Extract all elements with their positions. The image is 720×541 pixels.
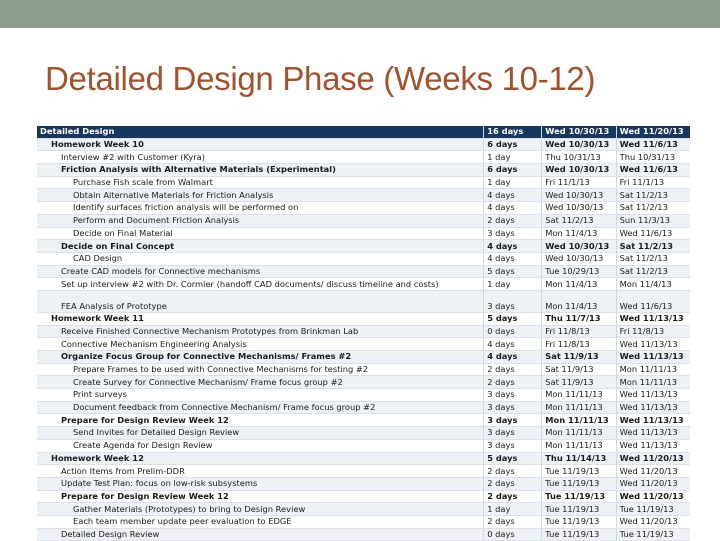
start-date-cell: Fri 11/1/13 <box>542 176 616 189</box>
finish-date-cell: Mon 11/4/13 <box>616 278 690 291</box>
start-date-cell: Tue 11/19/13 <box>542 477 616 490</box>
start-date-cell: Fri 11/8/13 <box>542 338 616 351</box>
duration-cell: 16 days <box>484 126 542 138</box>
duration-cell: 3 days <box>484 389 542 402</box>
task-name-cell: Purchase Fish scale from Walmart <box>37 176 484 189</box>
task-name-cell: Send Invites for Detailed Design Review <box>37 427 484 440</box>
task-name-cell: Detailed Design <box>37 126 484 138</box>
start-date-cell: Mon 11/11/13 <box>542 414 616 427</box>
finish-date-cell: Sat 11/2/13 <box>616 240 690 253</box>
task-name-cell: Create Agenda for Design Review <box>37 439 484 452</box>
finish-date-cell: Wed 11/13/13 <box>616 414 690 427</box>
task-name-cell: Organize Focus Group for Connective Mechanisms/ Frames #2 <box>37 351 484 364</box>
finish-date-cell: Wed 11/20/13 <box>616 452 690 465</box>
start-date-cell: Wed 10/30/13 <box>542 126 616 138</box>
table-row <box>37 164 690 177</box>
duration-cell: 1 day <box>484 151 542 164</box>
table-row <box>37 439 690 452</box>
start-date-cell: Tue 11/19/13 <box>542 465 616 478</box>
task-name-cell: Interview #2 with Customer (Kyra) <box>37 151 484 164</box>
finish-date-cell: Sun 11/3/13 <box>616 214 690 227</box>
start-date-cell: Tue 11/19/13 <box>542 528 616 541</box>
duration-cell: 2 days <box>484 490 542 503</box>
duration-cell: 4 days <box>484 189 542 202</box>
table-row <box>37 176 690 189</box>
duration-cell: 5 days <box>484 312 542 325</box>
table-row <box>37 351 690 364</box>
start-date-cell: Tue 11/19/13 <box>542 515 616 528</box>
table-row <box>37 138 690 151</box>
duration-cell: 4 days <box>484 338 542 351</box>
start-date-cell: Wed 10/30/13 <box>542 202 616 215</box>
table-row <box>37 363 690 376</box>
finish-date-cell: Wed 11/13/13 <box>616 439 690 452</box>
table-row <box>37 376 690 389</box>
duration-cell: 2 days <box>484 515 542 528</box>
table-row <box>37 477 690 490</box>
finish-date-cell: Wed 11/6/13 <box>616 227 690 240</box>
task-name-cell: Update Test Plan: focus on low-risk subsystems <box>37 477 484 490</box>
duration-cell: 1 day <box>484 503 542 516</box>
finish-date-cell: Thu 10/31/13 <box>616 151 690 164</box>
schedule-rows <box>37 126 690 541</box>
duration-cell: 3 days <box>484 290 542 312</box>
task-name-cell: Prepare for Design Review Week 12 <box>37 490 484 503</box>
task-name-cell: Set up interview #2 with Dr. Cormier (handoff CAD documents/ discuss timeline and costs) <box>37 278 484 291</box>
finish-date-cell: Wed 11/6/13 <box>616 138 690 151</box>
finish-date-cell: Fri 11/1/13 <box>616 176 690 189</box>
task-name-cell: Decide on Final Concept <box>37 240 484 253</box>
duration-cell: 4 days <box>484 351 542 364</box>
finish-date-cell: Wed 11/20/13 <box>616 126 690 138</box>
table-row <box>37 290 690 312</box>
duration-cell: 2 days <box>484 214 542 227</box>
start-date-cell: Mon 11/11/13 <box>542 439 616 452</box>
task-name-cell: Homework Week 12 <box>37 452 484 465</box>
start-date-cell: Sat 11/9/13 <box>542 351 616 364</box>
duration-cell: 1 day <box>484 176 542 189</box>
duration-cell: 1 day <box>484 278 542 291</box>
start-date-cell: Mon 11/11/13 <box>542 401 616 414</box>
finish-date-cell: Wed 11/13/13 <box>616 351 690 364</box>
table-row <box>37 151 690 164</box>
start-date-cell: Wed 10/30/13 <box>542 189 616 202</box>
table-row <box>37 389 690 402</box>
task-name-cell: Gather Materials (Prototypes) to bring to Design Review <box>37 503 484 516</box>
duration-cell: 2 days <box>484 477 542 490</box>
duration-cell: 2 days <box>484 376 542 389</box>
table-row <box>37 503 690 516</box>
table-row <box>37 325 690 338</box>
table-row <box>37 202 690 215</box>
task-name-cell: Identify surfaces friction analysis will be performed on <box>37 202 484 215</box>
finish-date-cell: Wed 11/13/13 <box>616 389 690 402</box>
table-row <box>37 312 690 325</box>
task-name-cell: Perform and Document Friction Analysis <box>37 214 484 227</box>
table-row <box>37 240 690 253</box>
task-name-cell: Prepare Frames to be used with Connective Mechanisms for testing #2 <box>37 363 484 376</box>
slide-title: Detailed Design Phase (Weeks 10-12) <box>45 60 596 97</box>
finish-date-cell: Sat 11/2/13 <box>616 265 690 278</box>
finish-date-cell: Wed 11/6/13 <box>616 290 690 312</box>
duration-cell: 5 days <box>484 452 542 465</box>
start-date-cell: Thu 10/31/13 <box>542 151 616 164</box>
start-date-cell: Sat 11/2/13 <box>542 214 616 227</box>
start-date-cell: Tue 11/19/13 <box>542 490 616 503</box>
task-name-cell: Receive Finished Connective Mechanism Prototypes from Brinkman Lab <box>37 325 484 338</box>
finish-date-cell: Tue 11/19/13 <box>616 503 690 516</box>
table-row <box>37 401 690 414</box>
start-date-cell: Mon 11/4/13 <box>542 278 616 291</box>
task-name-cell: Decide on Final Material <box>37 227 484 240</box>
finish-date-cell: Mon 11/11/13 <box>616 376 690 389</box>
start-date-cell: Tue 10/29/13 <box>542 265 616 278</box>
finish-date-cell: Wed 11/20/13 <box>616 515 690 528</box>
table-row <box>37 252 690 265</box>
task-name-cell: Friction Analysis with Alternative Materials (Experimental) <box>37 164 484 177</box>
project-schedule-table <box>37 126 690 541</box>
task-name-cell: Create CAD models for Connective mechanisms <box>37 265 484 278</box>
start-date-cell: Wed 10/30/13 <box>542 164 616 177</box>
duration-cell: 2 days <box>484 363 542 376</box>
finish-date-cell: Wed 11/20/13 <box>616 490 690 503</box>
top-accent-bar <box>0 0 720 28</box>
duration-cell: 2 days <box>484 465 542 478</box>
table-row <box>37 465 690 478</box>
finish-date-cell: Wed 11/13/13 <box>616 312 690 325</box>
finish-date-cell: Wed 11/20/13 <box>616 465 690 478</box>
duration-cell: 3 days <box>484 439 542 452</box>
start-date-cell: Sat 11/9/13 <box>542 376 616 389</box>
finish-date-cell: Mon 11/11/13 <box>616 363 690 376</box>
table-row <box>37 427 690 440</box>
task-name-cell: Create Survey for Connective Mechanism/ Frame focus group #2 <box>37 376 484 389</box>
table-row <box>37 338 690 351</box>
duration-cell: 4 days <box>484 252 542 265</box>
finish-date-cell: Sat 11/2/13 <box>616 202 690 215</box>
task-name-cell: Document feedback from Connective Mechanism/ Frame focus group #2 <box>37 401 484 414</box>
table-row <box>37 528 690 541</box>
table-row <box>37 227 690 240</box>
start-date-cell: Fri 11/8/13 <box>542 325 616 338</box>
duration-cell: 5 days <box>484 265 542 278</box>
task-name-cell: Action Items from Prelim-DDR <box>37 465 484 478</box>
task-name-cell: Homework Week 10 <box>37 138 484 151</box>
duration-cell: 3 days <box>484 401 542 414</box>
start-date-cell: Wed 10/30/13 <box>542 240 616 253</box>
table-row <box>37 265 690 278</box>
duration-cell: 6 days <box>484 138 542 151</box>
start-date-cell: Thu 11/7/13 <box>542 312 616 325</box>
task-name-cell: FEA Analysis of Prototype <box>37 290 484 312</box>
start-date-cell: Mon 11/4/13 <box>542 290 616 312</box>
finish-date-cell: Sat 11/2/13 <box>616 252 690 265</box>
duration-cell: 3 days <box>484 427 542 440</box>
task-name-cell: Print surveys <box>37 389 484 402</box>
duration-cell: 4 days <box>484 202 542 215</box>
start-date-cell: Wed 10/30/13 <box>542 138 616 151</box>
finish-date-cell: Wed 11/13/13 <box>616 427 690 440</box>
duration-cell: 6 days <box>484 164 542 177</box>
table-row <box>37 515 690 528</box>
start-date-cell: Mon 11/4/13 <box>542 227 616 240</box>
duration-cell: 3 days <box>484 227 542 240</box>
table-row <box>37 490 690 503</box>
table-row <box>37 126 690 138</box>
finish-date-cell: Wed 11/6/13 <box>616 164 690 177</box>
finish-date-cell: Wed 11/20/13 <box>616 477 690 490</box>
duration-cell: 0 days <box>484 528 542 541</box>
finish-date-cell: Sat 11/2/13 <box>616 189 690 202</box>
task-name-cell: Obtain Alternative Materials for Friction Analysis <box>37 189 484 202</box>
finish-date-cell: Tue 11/19/13 <box>616 528 690 541</box>
start-date-cell: Tue 11/19/13 <box>542 503 616 516</box>
start-date-cell: Mon 11/11/13 <box>542 389 616 402</box>
table-row <box>37 414 690 427</box>
finish-date-cell: Fri 11/8/13 <box>616 325 690 338</box>
table-row <box>37 214 690 227</box>
finish-date-cell: Wed 11/13/13 <box>616 401 690 414</box>
table-row <box>37 278 690 291</box>
task-name-cell: Homework Week 11 <box>37 312 484 325</box>
task-name-cell: Each team member update peer evaluation to EDGE <box>37 515 484 528</box>
task-name-cell: Detailed Design Review <box>37 528 484 541</box>
task-name-cell: Connective Mechanism Engineering Analysis <box>37 338 484 351</box>
table-row <box>37 189 690 202</box>
task-name-cell: Prepare for Design Review Week 12 <box>37 414 484 427</box>
start-date-cell: Sat 11/9/13 <box>542 363 616 376</box>
task-name-cell: CAD Design <box>37 252 484 265</box>
start-date-cell: Mon 11/11/13 <box>542 427 616 440</box>
duration-cell: 4 days <box>484 240 542 253</box>
start-date-cell: Thu 11/14/13 <box>542 452 616 465</box>
start-date-cell: Wed 10/30/13 <box>542 252 616 265</box>
duration-cell: 0 days <box>484 325 542 338</box>
table-row <box>37 452 690 465</box>
duration-cell: 3 days <box>484 414 542 427</box>
finish-date-cell: Wed 11/13/13 <box>616 338 690 351</box>
